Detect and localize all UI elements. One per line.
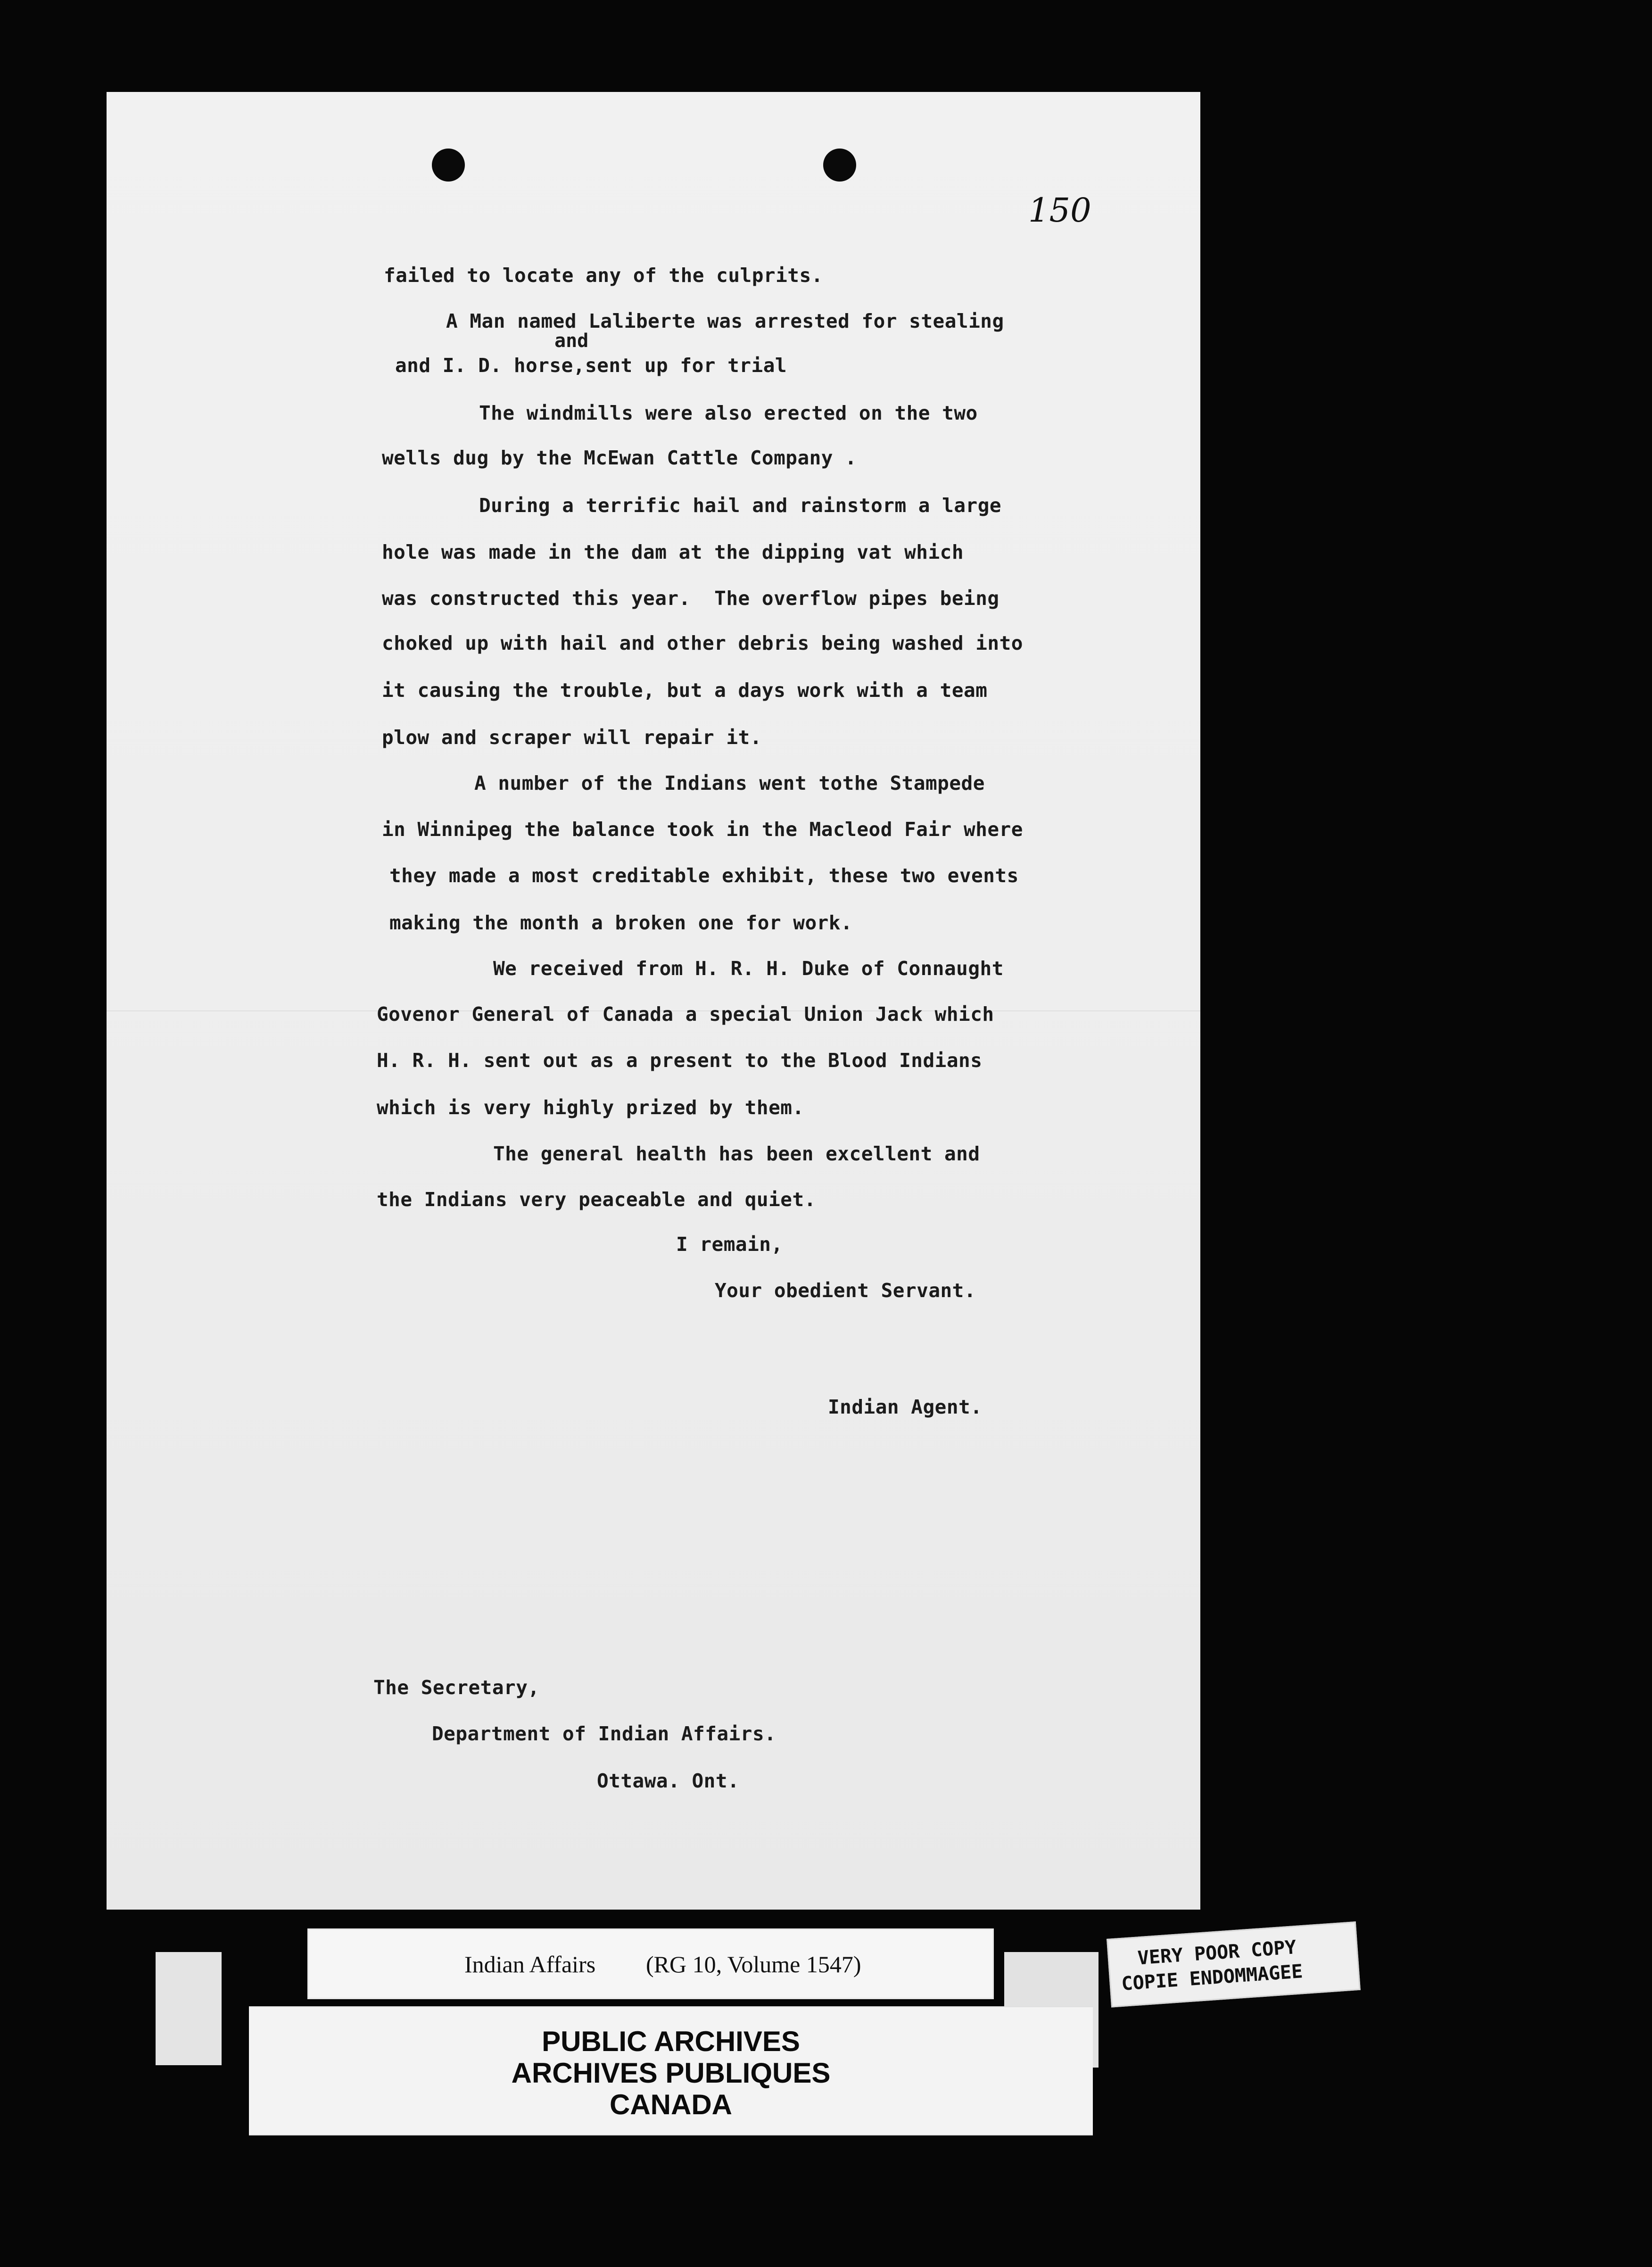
signature-title: Indian Agent.: [828, 1396, 983, 1418]
copy-stamp-line-fr: COPIE ENDOMMAGEE: [1121, 1961, 1304, 1995]
punch-hole-left: [432, 149, 465, 182]
addressee-line-2: Department of Indian Affairs.: [432, 1722, 776, 1745]
body-line: wells dug by the McEwan Cattle Company .: [382, 447, 857, 469]
page-number: 150: [1028, 191, 1091, 230]
copy-stamp-line-en: VERY POOR COPY: [1137, 1936, 1297, 1969]
body-line: The general health has been excellent and: [493, 1142, 980, 1165]
body-line: it causing the trouble, but a days work with a team: [382, 679, 988, 702]
addressee-line-1: The Secretary,: [373, 1676, 540, 1699]
body-line: A Man named Laliberte was arrested for stealing: [446, 310, 1004, 332]
body-line: failed to locate any of the culprits.: [384, 264, 823, 287]
body-line: Govenor General of Canada a special Union Jack which: [377, 1003, 994, 1026]
archives-name-fr: ARCHIVES PUBLIQUES: [511, 2057, 831, 2089]
document-page: [107, 92, 1200, 1910]
body-line: A number of the Indians went tothe Stampede: [474, 772, 985, 794]
archives-name-en: PUBLIC ARCHIVES: [542, 2026, 800, 2057]
body-line: hole was made in the dam at the dipping vat which: [382, 541, 964, 563]
body-line: choked up with hail and other debris being washed into: [382, 632, 1023, 654]
body-line: The windmills were also erected on the two: [479, 402, 978, 424]
archives-country: CANADA: [610, 2089, 732, 2120]
body-line: the Indians very peaceable and quiet.: [377, 1188, 816, 1211]
body-line: in Winnipeg the balance took in the Macleod Fair where: [382, 818, 1023, 841]
collection-reference: (RG 10, Volume 1547): [646, 1951, 861, 1977]
body-line: H. R. H. sent out as a present to the Blood Indians: [377, 1049, 983, 1072]
body-line: and I. D. horse,sent up for trial: [395, 354, 787, 377]
punch-hole-right: [823, 149, 856, 182]
body-line: making the month a broken one for work.: [389, 911, 853, 934]
copy-quality-stamp: [1107, 1921, 1361, 2008]
body-line: plow and scraper will repair it.: [382, 726, 762, 749]
body-line: During a terrific hail and rainstorm a large: [479, 494, 1002, 517]
archives-banner: [249, 2006, 1093, 2135]
interlinear-insert: and: [554, 330, 589, 352]
closing-remain: I remain,: [676, 1233, 783, 1256]
body-line: they made a most creditable exhibit, these two events: [389, 864, 1019, 887]
body-line: We received from H. R. H. Duke of Connaught: [493, 957, 1004, 980]
body-line: which is very highly prized by them.: [377, 1096, 804, 1119]
archive-reference-label: [307, 1928, 994, 1999]
closing-servant: Your obedient Servant.: [715, 1279, 976, 1302]
body-line: was constructed this year. The overflow pipes being: [382, 587, 999, 610]
addressee-line-3: Ottawa. Ont.: [597, 1770, 740, 1792]
label-tab-left: [156, 1952, 222, 2065]
collection-name: Indian Affairs: [464, 1951, 596, 1977]
